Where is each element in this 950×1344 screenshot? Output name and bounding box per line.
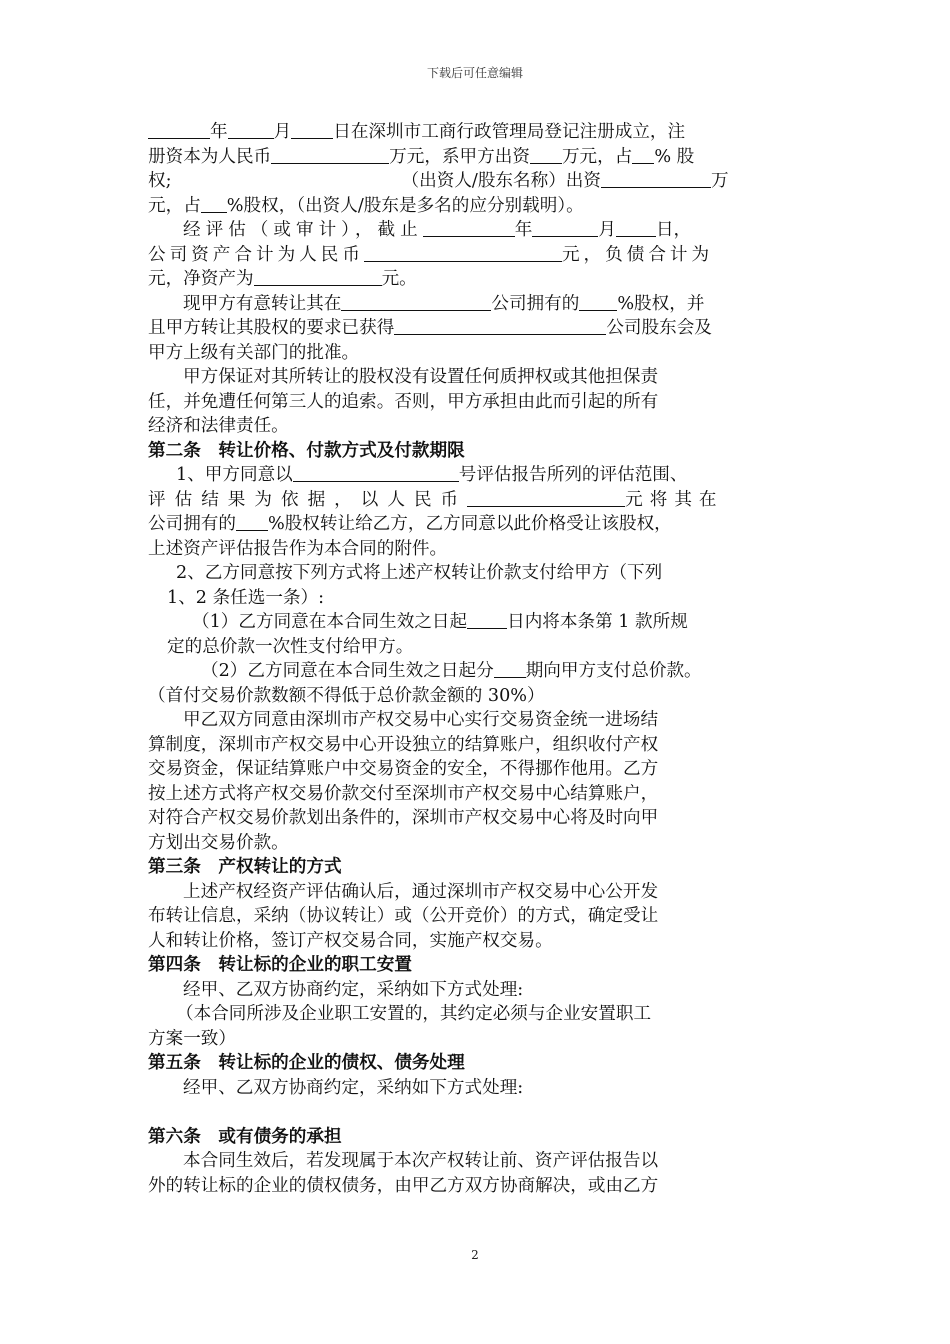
section-heading: 第四条 转让标的企业的职工安置 <box>148 955 412 975</box>
text-run: 且甲方转让其股权的要求已获得 <box>148 318 395 338</box>
text-line: 人和转让价格，签订产权交易合同，实施产权交易。 <box>148 930 553 951</box>
text-run: 日在深圳市工商行政管理局登记注册成立，注 <box>333 122 686 142</box>
text-line: 定的总价款一次性支付给甲方。 <box>167 636 414 657</box>
text-run: 日， <box>655 220 692 240</box>
text-line: 经甲、乙双方协商约定，采纳如下方式处理: <box>183 1077 524 1098</box>
section-heading: 第二条 转让价格、付款方式及付款期限 <box>148 440 465 461</box>
text-run: 万 <box>711 171 729 191</box>
text-line: 甲乙双方同意由深圳市产权交易中心实行交易资金统一进场结 <box>183 710 659 730</box>
text-run: 经评估（或审计），截止 <box>183 220 423 240</box>
text-line: 外的转让标的企业的债权债务，由甲乙方双方协商解决，或由乙方 <box>148 1175 659 1196</box>
blank-field[interactable] <box>254 267 382 286</box>
text-line: 方案一致） <box>148 1028 236 1049</box>
blank-field[interactable] <box>394 316 606 335</box>
blank-gap <box>148 1100 808 1125</box>
text-line: 上述资产评估报告作为本合同的附件。 <box>148 538 448 559</box>
text-line: 本合同生效后，若发现属于本次产权转让前、资产评估报告以 <box>183 1151 659 1171</box>
blank-field[interactable] <box>271 145 389 164</box>
text-line: 按上述方式将产权交易价款交付至深圳市产权交易中心结算账户， <box>148 783 659 804</box>
text-run: 评估结果为依据，以人民币 <box>148 489 468 510</box>
blank-field[interactable] <box>579 292 617 311</box>
text-run: 现甲方有意转让其在 <box>183 293 342 314</box>
text-run: 年 <box>210 122 228 142</box>
text-run: 元，占 <box>148 195 201 216</box>
text-line: 1、2 条任选一条）: <box>167 587 325 608</box>
blank-field[interactable] <box>632 145 654 164</box>
text-line: 甲方保证对其所转让的股权没有设置任何质押权或其他担保责 <box>183 367 659 387</box>
text-run: 期向甲方支付总价款。 <box>525 661 702 681</box>
text-run: （出资人/股东名称）出资 <box>401 171 601 191</box>
blank-field[interactable] <box>291 120 333 139</box>
text-run: 万元，占 <box>561 146 633 167</box>
text-line: 方划出交易价款。 <box>148 832 289 853</box>
text-line: 任，并免遭任何第三人的追索。否则，甲方承担由此而引起的所有 <box>148 391 659 412</box>
text-line <box>148 610 808 635</box>
text-line <box>148 243 808 268</box>
text-line <box>148 169 808 194</box>
blank-field[interactable] <box>293 463 459 482</box>
text-line: （首付交易价款数额不得低于总价款金额的 30%） <box>148 685 545 706</box>
text-line <box>148 488 808 513</box>
blank-field[interactable] <box>341 292 491 311</box>
blank-field[interactable] <box>364 243 562 262</box>
text-run: 公司资产合计为人民币 <box>148 244 364 265</box>
text-line <box>148 316 808 341</box>
text-run: %股权转让给乙方，乙方同意以此价格受让该股权， <box>267 514 672 534</box>
text-line: 2、乙方同意按下列方式将上述产权转让价款支付给甲方（下列 <box>176 563 663 583</box>
text-run: 万元，系甲方出资 <box>389 146 530 167</box>
text-run: 月 <box>598 220 616 240</box>
section-heading: 第五条 转让标的企业的债权、债务处理 <box>148 1053 465 1073</box>
text-run: 元，净资产为 <box>148 269 254 289</box>
blank-field[interactable] <box>616 218 656 237</box>
text-line <box>148 145 808 170</box>
text-line <box>148 659 808 684</box>
document-body <box>148 120 808 1198</box>
blank-field[interactable] <box>532 218 598 237</box>
text-line <box>148 267 808 292</box>
text-line <box>148 218 808 243</box>
section-heading: 第三条 产权转让的方式 <box>148 857 342 877</box>
page-header: 下载后可任意编辑 <box>426 66 523 80</box>
blank-field[interactable] <box>228 120 274 139</box>
text-run: （1）乙方同意在本合同生效之日起 <box>192 612 468 632</box>
text-run: 权; <box>148 171 172 191</box>
text-run: %股权，（出资人/股东是多名的应分别载明）。 <box>226 195 584 216</box>
text-run: 元将其在 <box>625 489 724 510</box>
text-line: 经济和法律责任。 <box>148 416 289 436</box>
blank-field[interactable] <box>601 169 711 188</box>
blank-field[interactable] <box>148 120 210 139</box>
blank-field[interactable] <box>467 610 507 629</box>
text-line: 上述产权经资产评估确认后，通过深圳市产权交易中心公开发 <box>183 881 659 902</box>
blank-field[interactable] <box>530 145 562 164</box>
text-line: 算制度，深圳市产权交易中心开设独立的结算账户，组织收付产权 <box>148 734 659 755</box>
text-line: 甲方上级有关部门的批准。 <box>148 342 360 363</box>
text-run: 月 <box>273 122 292 142</box>
text-run: 号评估报告所列的评估范围、 <box>458 465 688 485</box>
text-run: 公司拥有的 <box>148 514 236 534</box>
blank-field[interactable] <box>494 659 526 678</box>
blank-field[interactable] <box>423 218 515 237</box>
text-run: 公司股东会及 <box>606 318 712 338</box>
text-line: 对符合产权交易价款划出条件的，深圳市产权交易中心将及时向甲 <box>148 808 659 828</box>
blank-field[interactable] <box>467 488 625 507</box>
text-line <box>148 194 808 219</box>
blank-field[interactable] <box>201 194 227 213</box>
text-run: %股权，并 <box>617 293 705 314</box>
text-line <box>148 512 808 537</box>
text-run: 年 <box>514 220 533 240</box>
text-run: 元，负债合计为 <box>561 244 714 265</box>
text-line <box>148 292 808 317</box>
section-heading: 第六条 或有债务的承担 <box>148 1126 342 1147</box>
text-line: 交易资金，保证结算账户中交易资金的安全，不得挪作他用。乙方 <box>148 759 659 779</box>
text-line <box>148 120 808 145</box>
text-run: 1、甲方同意以 <box>176 465 293 485</box>
blank-field[interactable] <box>236 512 268 531</box>
text-line: 布转让信息，采纳（协议转让）或（公开竞价）的方式，确定受让 <box>148 906 659 926</box>
page-number: 2 <box>471 1248 479 1262</box>
text-line: （本合同所涉及企业职工安置的，其约定必须与企业安置职工 <box>176 1004 652 1024</box>
text-run: 日内将本条第 1 款所规 <box>507 612 688 632</box>
text-run: （2）乙方同意在本合同生效之日起分 <box>201 661 494 681</box>
text-run: 公司拥有的 <box>491 293 580 314</box>
text-run: % 股 <box>654 146 695 167</box>
text-line: 经甲、乙双方协商约定，采纳如下方式处理: <box>183 979 524 1000</box>
text-run: 册资本为人民币 <box>148 146 272 167</box>
text-line <box>148 463 808 488</box>
text-run: 元。 <box>381 269 417 289</box>
